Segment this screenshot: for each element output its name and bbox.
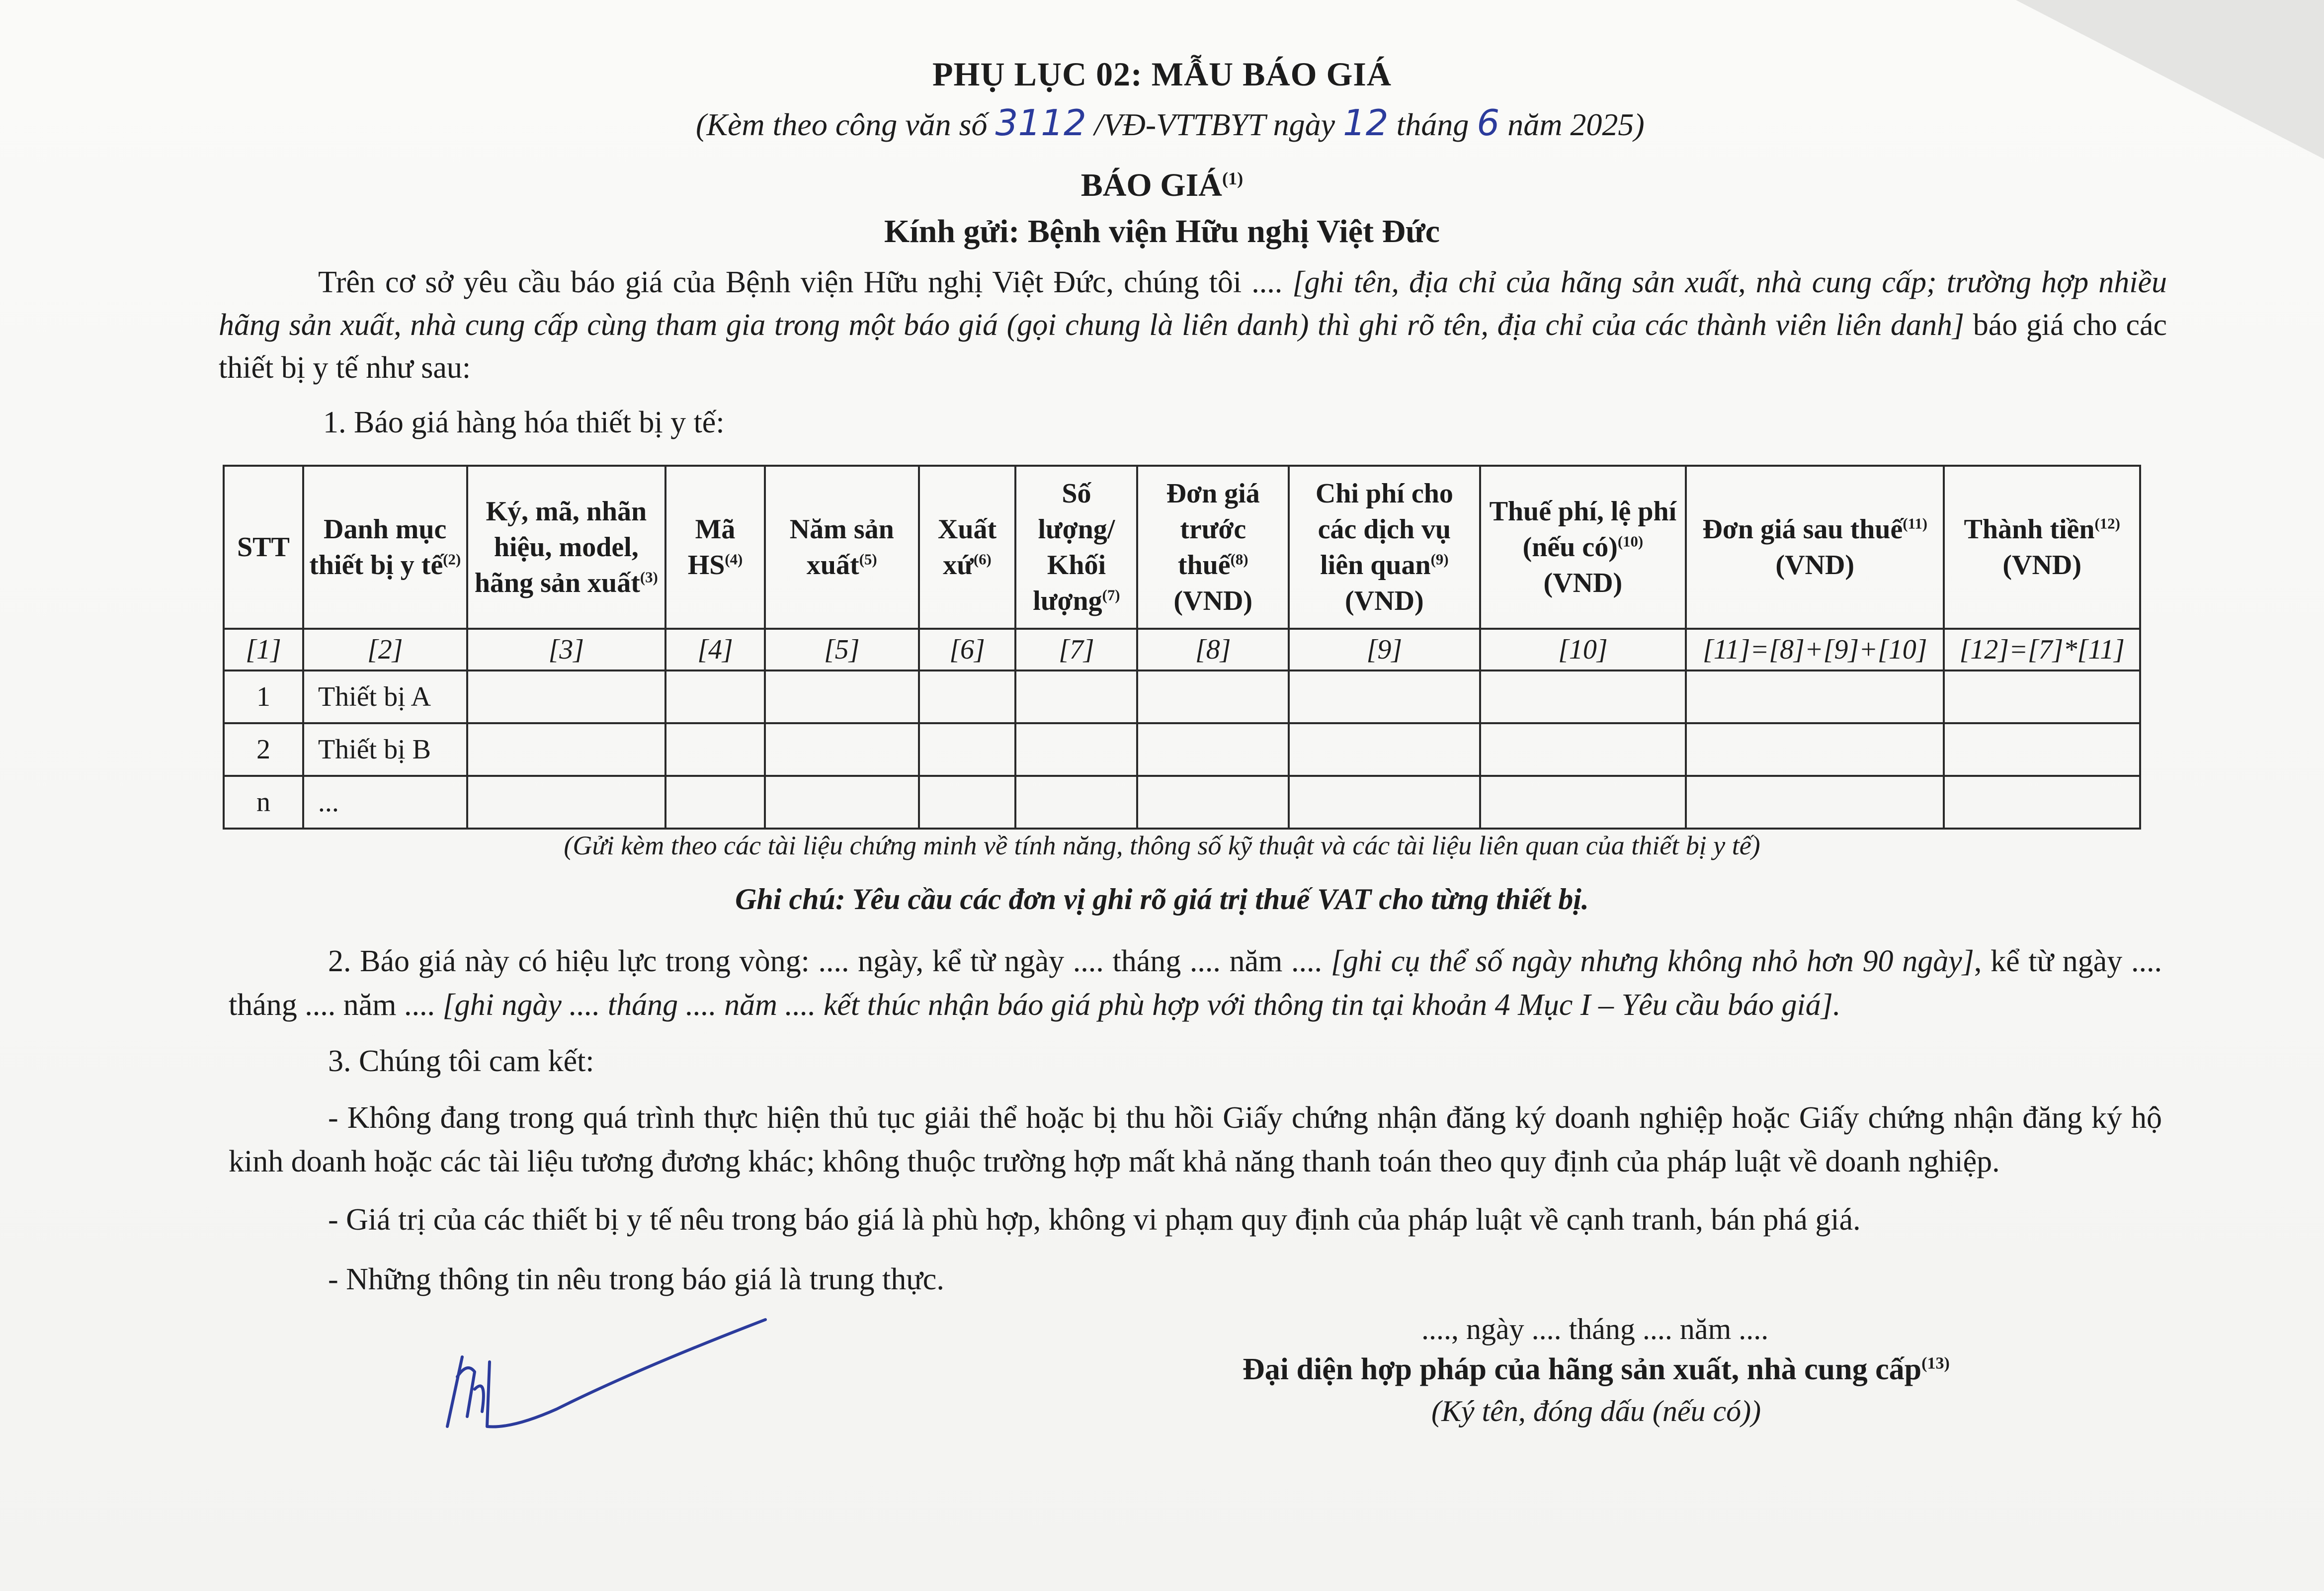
index-cell: [7] — [1015, 629, 1137, 670]
intro-italic: [ghi tên, địa chỉ của hãng sản xuất, nhà cung cấp; trường hợp nhiều hãng sản xuất, nhà cung cấp cùng tham gia trong một báo giá (gọi chung là liên danh) thì ghi rõ tên, địa chỉ của các thành viên liên danh] — [219, 265, 2167, 342]
intro-text: Trên cơ sở yêu cầu báo giá của Bệnh viện Hữu nghị Việt Đức, chúng tôi .... — [318, 265, 1293, 299]
empty-cell — [1480, 723, 1686, 776]
empty-cell — [1015, 776, 1137, 829]
empty-cell — [467, 723, 666, 776]
ref-mid: /VĐ-VTTBYT ngày — [1094, 107, 1335, 142]
index-cell: [1] — [224, 629, 303, 670]
reference-line — [696, 102, 1645, 144]
index-cell: [11]=[8]+[9]+[10] — [1686, 629, 1944, 670]
empty-cell — [1289, 776, 1480, 829]
index-cell: [3] — [467, 629, 666, 670]
header-price-before-tax: Đơn giá trước thuế$^{(8)}$ (VND) — [1137, 466, 1289, 629]
header-stt: STT — [224, 466, 303, 629]
index-cell: [9] — [1289, 629, 1480, 670]
appendix-title: PHỤ LỤC 02: MẪU BÁO GIÁ — [932, 55, 1392, 93]
header-price-after-tax: Đơn giá sau thuế$^{(11)}$ (VND) — [1686, 466, 1944, 629]
ref-month-label: tháng — [1396, 107, 1469, 142]
empty-cell — [765, 776, 919, 829]
heading-text: BÁO GIÁ — [1080, 167, 1222, 203]
representative-text: Đại diện hợp pháp của hãng sản xuất, nhà cung cấp — [1243, 1352, 1922, 1386]
commitment-item: - Những thông tin nêu trong báo giá là trung thực. — [328, 1262, 944, 1296]
row-stt: 2 — [224, 723, 303, 776]
quote-table — [223, 465, 2141, 830]
empty-cell — [919, 776, 1016, 829]
header-equipment-list: Danh mục thiết bị y tế$^{(2)}$ — [303, 466, 467, 629]
empty-cell — [1480, 776, 1686, 829]
header-hs-code: Mã HS$^{(4)}$ — [665, 466, 765, 629]
section-2-paragraph — [229, 939, 2162, 1027]
legal-representative — [1243, 1352, 1950, 1387]
header-model: Ký, mã, nhãn hiệu, model, hãng sản xuất$^{(3)}$ — [467, 466, 666, 629]
empty-cell — [1944, 670, 2140, 723]
empty-cell — [765, 670, 919, 723]
recipient-line: Kính gửi: Bệnh viện Hữu nghị Việt Đức — [884, 213, 1440, 250]
empty-cell — [1686, 776, 1944, 829]
ref-year: năm 2025) — [1507, 107, 1645, 142]
empty-cell — [1944, 776, 2140, 829]
index-cell: [6] — [919, 629, 1016, 670]
row-equipment-name: Thiết bị A — [303, 670, 467, 723]
quote-heading — [0, 167, 2324, 204]
header-quantity: Số lượng/ Khối lượng$^{(7)}$ — [1015, 466, 1137, 629]
index-cell: [4] — [665, 629, 765, 670]
handwritten-signature — [427, 1302, 785, 1436]
intro-paragraph — [219, 261, 2167, 389]
empty-cell — [665, 723, 765, 776]
header-fees: Thuế phí, lệ phí (nếu có)$^{(10)}$ (VND) — [1480, 466, 1686, 629]
seal-note: (Ký tên, đóng dấu (nếu có)) — [1431, 1395, 1761, 1427]
empty-cell — [1137, 776, 1289, 829]
table-header-row — [224, 466, 2140, 629]
empty-cell — [1686, 670, 1944, 723]
table-row — [224, 776, 2140, 829]
index-cell: [5] — [765, 629, 919, 670]
header-service-cost: Chi phí cho các dịch vụ liên quan$^{(9)}$ (VND) — [1289, 466, 1480, 629]
index-cell: [10] — [1480, 629, 1686, 670]
table-row — [224, 670, 2140, 723]
header-total: Thành tiền$^{(12)}$ (VND) — [1944, 466, 2140, 629]
empty-cell — [919, 723, 1016, 776]
index-cell: [2] — [303, 629, 467, 670]
empty-cell — [1137, 723, 1289, 776]
empty-cell — [1944, 723, 2140, 776]
handwritten-day: 12 — [1342, 102, 1389, 144]
section-2-italic-1: [ghi cụ thể số ngày nhưng không nhỏ hơn 90 ngày] — [1330, 944, 1974, 978]
section-2-text: 2. Báo giá này có hiệu lực trong vòng: .... ngày, kể từ ngày .... tháng .... năm .... — [328, 944, 1331, 978]
intro-tail: báo giá cho các thiết bị y tế như sau: — [219, 308, 2167, 385]
attachment-note: (Gửi kèm theo các tài liệu chứng minh về tính năng, thông số kỹ thuật và các tài liệu liên quan của thiết bị y tế) — [564, 831, 1760, 860]
row-equipment-name: ... — [303, 776, 467, 829]
empty-cell — [467, 776, 666, 829]
index-cell: [8] — [1137, 629, 1289, 670]
empty-cell — [665, 776, 765, 829]
empty-cell — [1289, 670, 1480, 723]
empty-cell — [1015, 670, 1137, 723]
empty-cell — [765, 723, 919, 776]
row-equipment-name: Thiết bị B — [303, 723, 467, 776]
section-2-mid: , kể từ ngày .... tháng .... năm .... — [229, 944, 2162, 1022]
empty-cell — [665, 670, 765, 723]
handwritten-month: 6 — [1477, 102, 1500, 144]
section-1-title: 1. Báo giá hàng hóa thiết bị y tế: — [323, 406, 725, 439]
handwritten-ref-number: 3112 — [995, 102, 1086, 144]
empty-cell — [1137, 670, 1289, 723]
header-origin: Xuất xứ$^{(6)}$ — [919, 466, 1016, 629]
empty-cell — [1289, 723, 1480, 776]
commitment-item: - Giá trị của các thiết bị y tế nêu trong báo giá là phù hợp, không vi phạm quy định của pháp luật về cạnh tranh, bán phá giá. — [328, 1203, 1861, 1237]
empty-cell — [467, 670, 666, 723]
empty-cell — [1686, 723, 1944, 776]
table-index-row — [224, 629, 2140, 670]
index-cell: [12]=[7]*[11] — [1944, 629, 2140, 670]
section-3-title: 3. Chúng tôi cam kết: — [328, 1044, 594, 1078]
signing-date-line: ...., ngày .... tháng .... năm .... — [1421, 1313, 1769, 1345]
empty-cell — [1480, 670, 1686, 723]
row-stt: 1 — [224, 670, 303, 723]
vat-note: Ghi chú: Yêu cầu các đơn vị ghi rõ giá trị thuế VAT cho từng thiết bị. — [735, 883, 1589, 916]
row-stt: n — [224, 776, 303, 829]
empty-cell — [1015, 723, 1137, 776]
heading-footnote: (1) — [1222, 168, 1244, 188]
representative-footnote: (13) — [1921, 1354, 1950, 1373]
table-row — [224, 723, 2140, 776]
commitment-item: - Không đang trong quá trình thực hiện thủ tục giải thể hoặc bị thu hồi Giấy chứng nhận đăng ký doanh nghiệp hoặc Giấy chứng nhận đăng ký hộ kinh doanh hoặc các tài liệu tương đương khác; không thuộc trường hợp mất khả năng thanh toán theo quy định của pháp luật về doanh nghiệp. — [229, 1101, 2162, 1178]
header-manufacture-year: Năm sản xuất$^{(5)}$ — [765, 466, 919, 629]
empty-cell — [919, 670, 1016, 723]
ref-prefix: (Kèm theo công văn số — [696, 107, 988, 142]
section-2-italic-2: [ghi ngày .... tháng .... năm .... kết thúc nhận báo giá phù hợp với thông tin tại khoản 4 Mục I – Yêu cầu báo giá]. — [442, 988, 1841, 1022]
